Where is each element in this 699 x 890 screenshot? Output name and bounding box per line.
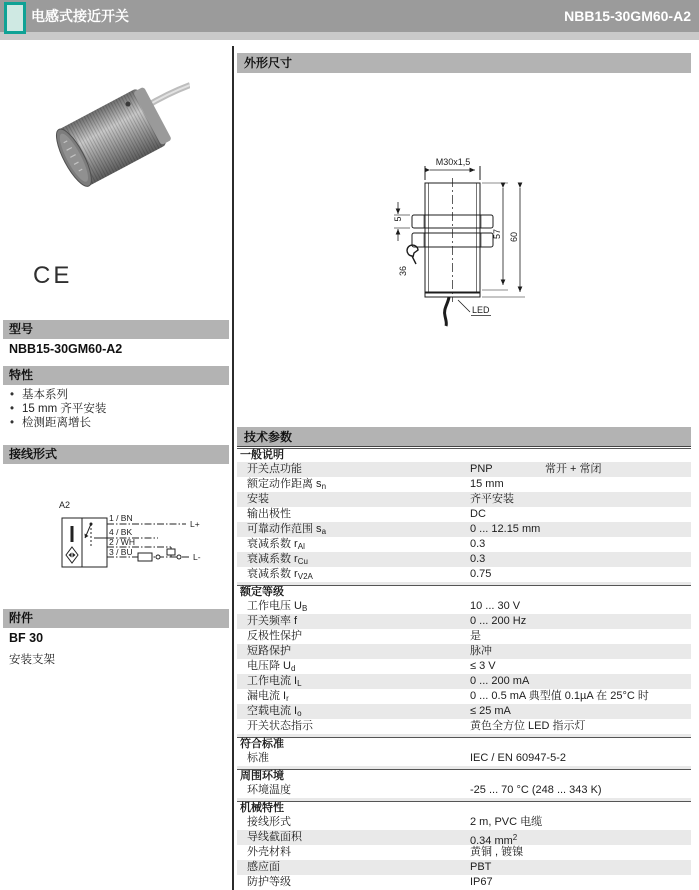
tech-table bbox=[237, 448, 691, 890]
tech-row: 感应面 PBT bbox=[237, 860, 691, 875]
tech-row: 衰减系数 $r_{V2A}$ 0.75 bbox=[247, 568, 492, 581]
tech-section-header: 一般说明 bbox=[237, 448, 691, 462]
tech-row: 工作电流 $I_L$ 0 ... 200 mA bbox=[237, 674, 691, 689]
led-label: LED bbox=[472, 305, 490, 315]
page-header-substrip bbox=[0, 32, 699, 40]
wire-pin-label: 4 / BK bbox=[109, 527, 133, 537]
tech-row: 安装 齐平安装 bbox=[237, 492, 691, 507]
total-length-label: 60 bbox=[509, 231, 519, 243]
thread-dim-label: M30x1,5 bbox=[435, 157, 471, 167]
section-bar-accessories: 附件 bbox=[3, 609, 229, 628]
terminal-minus-label: L- bbox=[193, 552, 201, 562]
page-title: 电感式接近开关 bbox=[31, 8, 129, 24]
tech-row: 短路保护 脉冲 bbox=[237, 644, 691, 659]
body-length-label: 57 bbox=[492, 228, 502, 240]
terminal-plus-label: L+ bbox=[190, 519, 200, 529]
section-bar-tech: 技术参数 bbox=[237, 427, 691, 447]
tech-row: 标准 IEC / EN 60947-5-2 bbox=[247, 752, 566, 764]
column-divider bbox=[232, 46, 234, 890]
section-bar-dimensions: 外形尺寸 bbox=[237, 53, 691, 73]
tech-section-header: 额定等级 bbox=[237, 585, 691, 599]
header-model-number: NBB15-30GM60-A2 bbox=[564, 8, 691, 24]
brand-square-icon bbox=[4, 2, 26, 34]
accessory-model: BF 30 bbox=[9, 631, 44, 645]
wrench-dim-label: 36 bbox=[398, 265, 408, 277]
dimension-drawing bbox=[392, 152, 528, 330]
tech-section-header: 周围环境 bbox=[237, 769, 691, 783]
wire-pin-label: 2 / WH bbox=[109, 537, 135, 547]
section-bar-model: 型号 bbox=[3, 320, 229, 339]
product-photo bbox=[40, 62, 190, 192]
section-bar-features: 特性 bbox=[3, 366, 229, 385]
tech-row: 漏电流 $I_r$ 0 ... 0.5 mA 典型值 0.1µA 在 25°C 时 bbox=[247, 690, 649, 703]
model-number: NBB15-30GM60-A2 bbox=[9, 342, 123, 356]
tech-row: 环境温度 -25 ... 70 °C (248 ... 343 K) bbox=[247, 784, 602, 796]
tech-row: 接线形式 2 m, PVC 电缆 bbox=[247, 816, 543, 828]
tech-row: 输出极性 DC bbox=[247, 508, 486, 520]
tech-section-header: 符合标准 bbox=[237, 737, 691, 751]
ce-mark: CE bbox=[33, 262, 73, 289]
wire-pin-label: 1 / BN bbox=[109, 513, 133, 523]
accessory-description: 安装支架 bbox=[9, 654, 55, 666]
tech-row: 电压降 $U_d$ ≤ 3 V bbox=[247, 660, 496, 673]
bullet-icon: • bbox=[10, 417, 15, 429]
feature-item: • 检测距离增长 bbox=[10, 417, 91, 429]
bullet-icon: • bbox=[10, 403, 15, 415]
tech-row: 空载电流 $I_o$ ≤ 25 mA bbox=[237, 704, 691, 719]
bullet-icon: • bbox=[10, 389, 15, 401]
tech-section-header: 机械特性 bbox=[237, 801, 691, 815]
nut-dim-label: 5 bbox=[393, 216, 403, 222]
tech-row: 反极性保护 是 bbox=[247, 630, 481, 642]
features-list bbox=[10, 388, 225, 430]
tech-row: 开关状态指示 黄色全方位 LED 指示灯 bbox=[247, 720, 586, 732]
section-bar-connection: 接线形式 bbox=[3, 445, 229, 464]
tech-row: 工作电压 $U_B$ 10 ... 30 V bbox=[247, 600, 521, 613]
wiring-variant-label: A2 bbox=[59, 500, 71, 510]
feature-item: • 15 mm 齐平安装 bbox=[10, 403, 107, 415]
tech-row: 开关频率 f 0 ... 200 Hz bbox=[237, 614, 691, 629]
tech-row: 防护等级 IP67 bbox=[247, 876, 493, 888]
tech-row: 可靠动作范围 $s_a$ 0 ... 12.15 mm bbox=[237, 522, 691, 537]
wire-pin-label: 3 / BU bbox=[109, 547, 133, 557]
tech-row: 外壳材料 黄铜 , 镀镍 bbox=[247, 846, 524, 858]
tech-row: 开关点功能 PNP 常开 + 常闭 bbox=[237, 462, 691, 477]
tech-row: 衰减系数 $r_{Cu}$ 0.3 bbox=[237, 552, 691, 567]
tech-row: 衰减系数 $r_{Al}$ 0.3 bbox=[247, 538, 486, 551]
wiring-diagram bbox=[58, 498, 213, 576]
tech-row: 导线截面积 0.34 $mm^2$ bbox=[237, 830, 691, 845]
tech-row: 额定动作距离 $s_n$ 15 mm bbox=[247, 478, 504, 491]
feature-item: • 基本系列 bbox=[10, 389, 68, 401]
